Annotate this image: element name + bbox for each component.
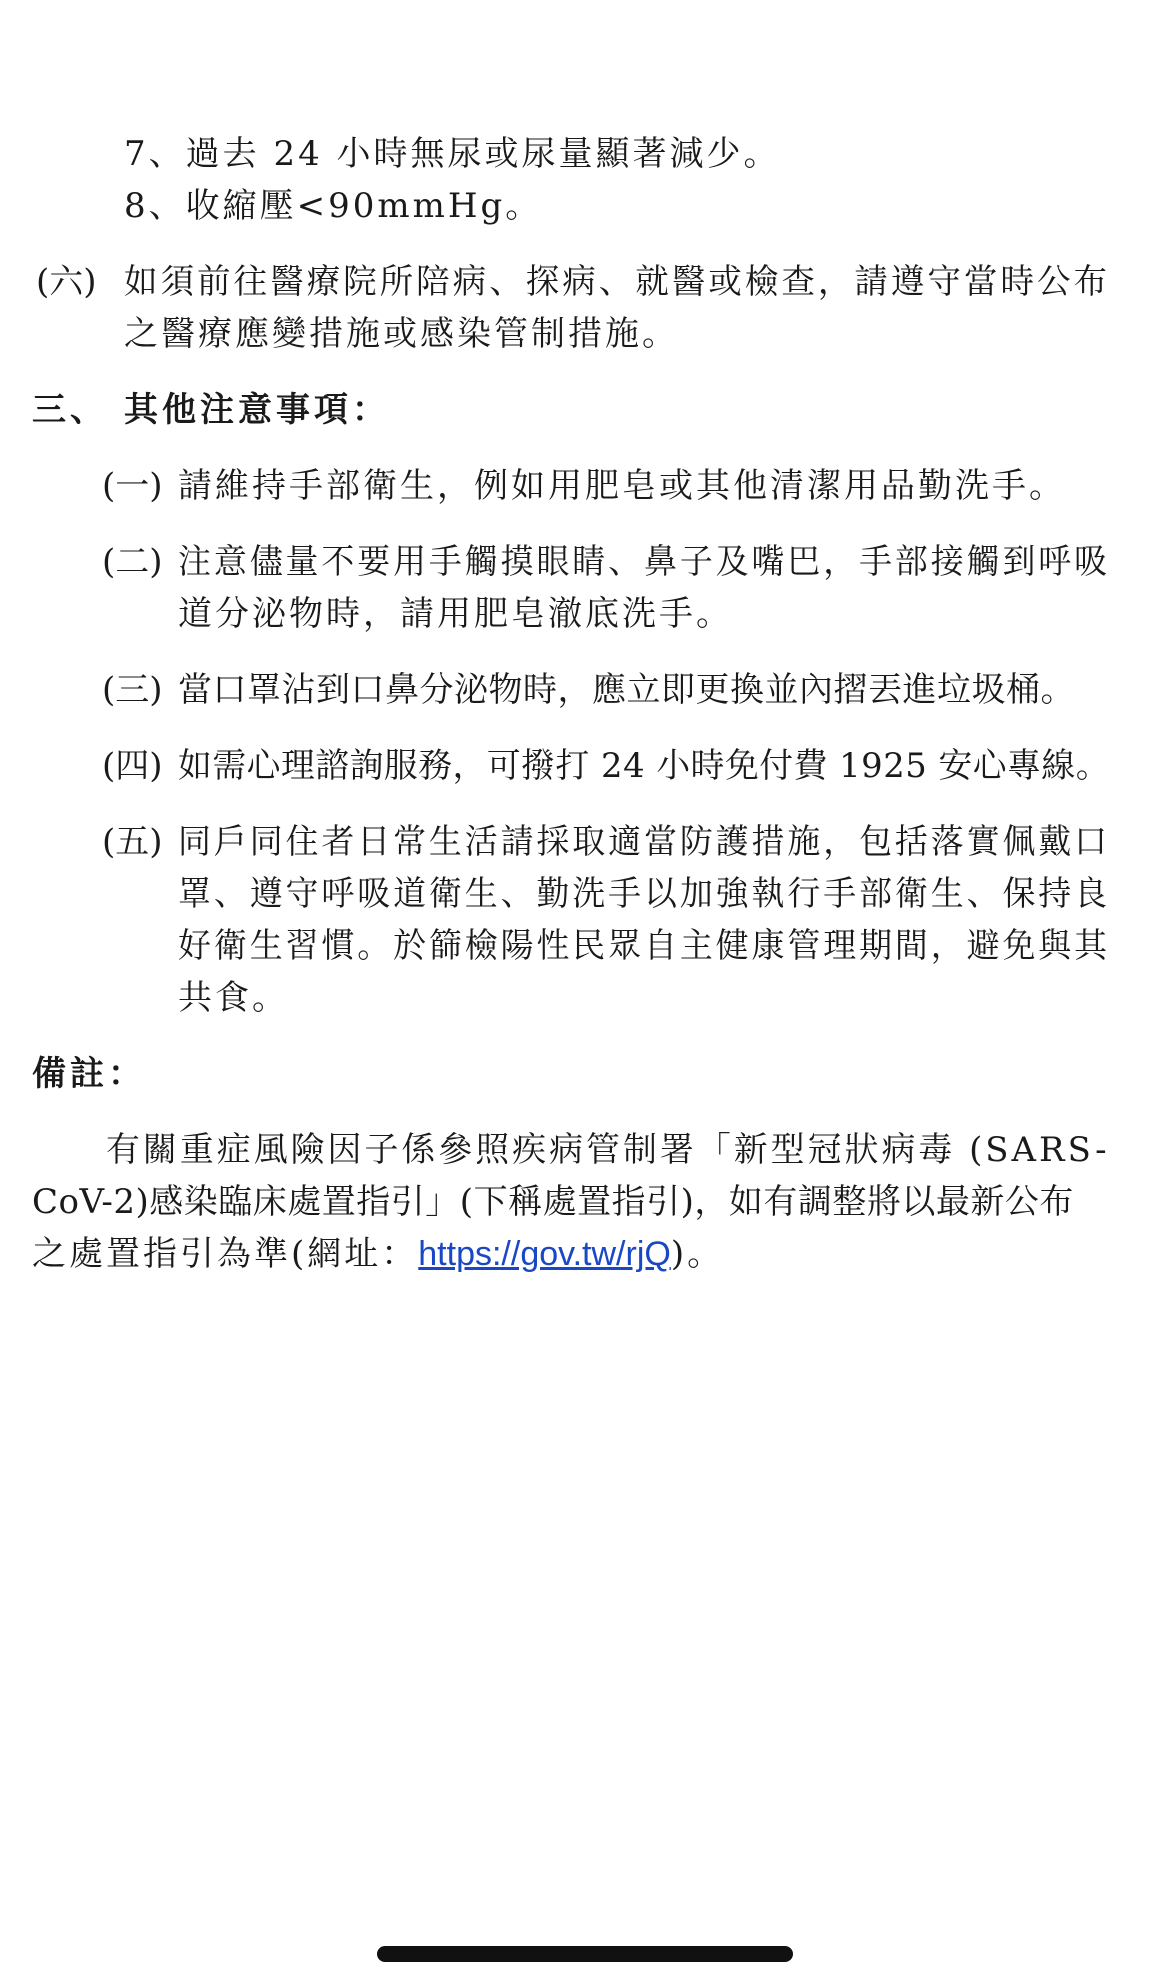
remarks-heading: 備註：	[32, 1054, 146, 1094]
item-1-marker: (一)	[102, 466, 163, 506]
item-6-marker: (六)	[36, 262, 97, 302]
item-3-line-1: 當口罩沾到口鼻分泌物時，應立即更換並內摺丟進垃圾桶。	[178, 670, 1075, 710]
item-2-line-2: 道分泌物時，請用肥皂澈底洗手。	[178, 594, 733, 634]
item-5-line-1: 同戶同住者日常生活請採取適當防護措施，包括落實佩戴口	[178, 822, 1110, 862]
section-three-number: 三、	[32, 390, 108, 430]
item-4-line-1: 如需心理諮詢服務，可撥打 24 小時免付費 1925 安心專線。	[178, 746, 1111, 786]
item-5-line-2: 罩、遵守呼吸道衛生、勤洗手以加強執行手部衛生、保持良	[178, 874, 1110, 914]
list-item-7: 7、過去 24 小時無尿或尿量顯著減少。	[124, 134, 781, 174]
item-6-line-2: 之醫療應變措施或感染管制措施。	[124, 314, 679, 354]
item-6-line-1: 如須前往醫療院所陪病、探病、就醫或檢查，請遵守當時公布	[124, 262, 1111, 302]
item-2-line-1: 注意儘量不要用手觸摸眼睛、鼻子及嘴巴，手部接觸到呼吸	[178, 542, 1110, 582]
remarks-line-2: CoV-2)感染臨床處置指引」(下稱處置指引)，如有調整將以最新公布	[32, 1182, 1074, 1222]
guideline-url-link[interactable]: https://gov.tw/rjQ	[418, 1235, 671, 1273]
remarks-line-3	[32, 1228, 724, 1280]
remarks-line-3-prefix: 之處置指引為準(網址：	[32, 1234, 419, 1274]
remarks-line-3-suffix: )。	[670, 1234, 725, 1274]
item-2-marker: (二)	[102, 542, 163, 582]
item-5-line-3: 好衛生習慣。於篩檢陽性民眾自主健康管理期間，避免與其	[178, 926, 1110, 966]
item-1-line-1: 請維持手部衛生，例如用肥皂或其他清潔用品勤洗手。	[178, 466, 1066, 506]
item-3-marker: (三)	[102, 670, 163, 710]
remarks-line-1: 有關重症風險因子係參照疾病管制署「新型冠狀病毒 (SARS-	[106, 1130, 1110, 1170]
section-three-title: 其他注意事項：	[124, 390, 390, 430]
item-4-marker: (四)	[102, 746, 163, 786]
item-5-marker: (五)	[102, 822, 163, 862]
list-item-8: 8、收縮壓<90mmHg。	[124, 186, 543, 226]
item-5-line-4: 共食。	[178, 978, 289, 1018]
home-indicator[interactable]	[377, 1946, 793, 1962]
